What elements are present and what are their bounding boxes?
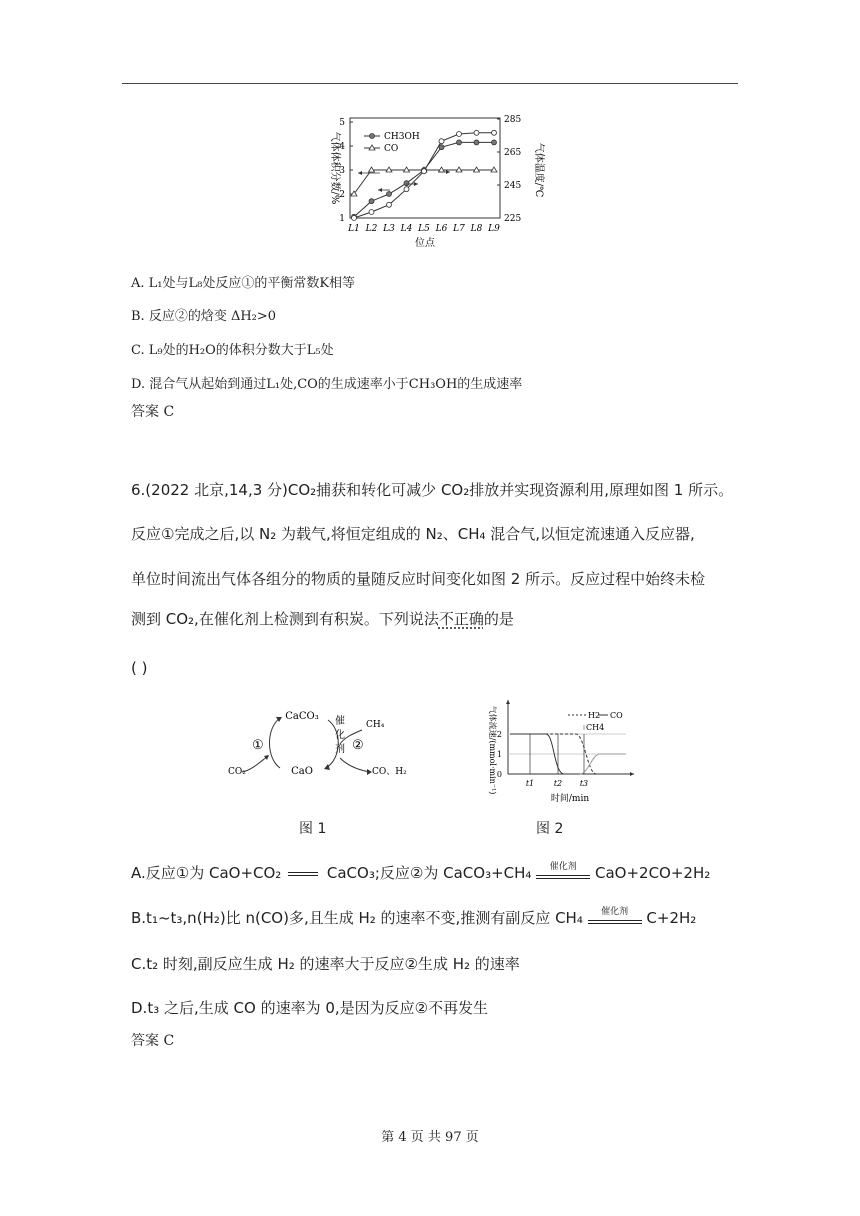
q5-temperature-point xyxy=(492,130,497,135)
q5-temperature-point xyxy=(387,202,392,207)
fig1-reaction-1: ① xyxy=(252,738,264,753)
q6-stem-line-3: 单位时间流出气体各组分的物质的量随反应时间变化如图 2 所示。反应过程中始终未检 xyxy=(131,570,706,588)
q6-answer: 答案 C xyxy=(131,1033,175,1049)
fig2-ylabel: 气体流速/(mmol·min⁻¹) xyxy=(488,705,497,795)
q5-xlabel: 位点 xyxy=(415,238,435,249)
q6-stem-line-1: 6.(2022 北京,14,3 分)CO₂捕获和转化可减少 CO₂排放并实现资源利用,原理如图 1 所示。 xyxy=(131,481,734,499)
q6-stem-line-4-pre: 测到 CO₂,在催化剂上检测到有积炭。下列说法 xyxy=(131,610,439,628)
q6-stem-emphasis: 不正确 xyxy=(438,610,484,628)
fig2-legend-co: CO xyxy=(610,711,623,720)
q5-x-tick-label: L9 xyxy=(488,224,500,234)
q5-ylabel-left: 气体体积分数/% xyxy=(329,131,340,205)
q5-left-tick-label: 4 xyxy=(339,142,345,152)
fig1-cao: CaO xyxy=(291,766,313,777)
fig2-y-tick-label: 1 xyxy=(496,750,502,759)
q5-ch3oh-point xyxy=(457,140,462,145)
q5-x-tick-label: L8 xyxy=(470,224,483,234)
q6-option-d: D.t₃ 之后,生成 CO 的速率为 0,是因为反应②不再发生 xyxy=(131,999,489,1017)
figure-1-caption: 图 1 xyxy=(299,821,327,837)
q5-x-tick-label: L5 xyxy=(418,224,430,234)
fig2-y-tick-label: 2 xyxy=(496,730,502,739)
fig1-catalyst-1: 催 xyxy=(335,716,345,727)
q5-temperature-point xyxy=(422,169,427,174)
fig1-catalyst-2: 化 xyxy=(335,730,345,741)
fig2-y-tick-label: 0 xyxy=(496,770,502,779)
header-rule xyxy=(122,83,738,84)
q5-ylabel-right: 气体温度/℃ xyxy=(533,142,544,198)
figure-2-caption: 图 2 xyxy=(536,821,564,837)
q5-left-tick-label: 1 xyxy=(339,214,345,224)
fig2-legend-h2: H2 xyxy=(588,711,601,720)
q5-x-tick-label: L7 xyxy=(453,224,465,234)
q5-temperature-point xyxy=(369,210,374,215)
q5-left-tick-label: 2 xyxy=(339,190,345,200)
q6-option-a-mid: CaCO₃;反应②为 CaCO₃+CH₄ xyxy=(326,864,532,882)
fig2-x-tick-label: t2 xyxy=(553,779,563,788)
q5-temperature-point xyxy=(404,187,409,192)
fig1-products: CO、H₂ xyxy=(372,767,407,777)
q6-option-a-post: CaO+2CO+2H₂ xyxy=(594,864,711,882)
fig1-caco3: CaCO₃ xyxy=(285,711,319,722)
catalyst-label: 催化剂 xyxy=(549,861,577,872)
fig1-ch4: CH₄ xyxy=(366,720,385,730)
q5-series-ch3oh xyxy=(354,142,494,216)
q5-left-tick-label: 5 xyxy=(339,118,345,128)
q6-figure-2 xyxy=(480,688,650,806)
q5-option-c: C. L₉处的H₂O的体积分数大于L₅处 xyxy=(131,343,334,358)
q5-x-tick-label: L1 xyxy=(348,224,360,234)
q6-option-a-pre: A.反应①为 CaO+CO₂ xyxy=(131,864,282,882)
q5-ch3oh-point xyxy=(474,140,479,145)
fig1-co2: CO₂ xyxy=(228,767,246,777)
q5-option-a: A. L₁处与L₈处反应①的平衡常数K相等 xyxy=(131,276,356,291)
q5-legend-ch3oh: CH3OH xyxy=(384,132,420,142)
q6-option-a xyxy=(131,862,710,883)
q5-temperature-point xyxy=(439,139,444,144)
q5-ch3oh-point xyxy=(492,140,497,145)
q5-right-tick-label: 265 xyxy=(504,148,522,158)
q6-figure-1 xyxy=(222,700,422,792)
fig2-x-tick-label: t1 xyxy=(525,779,535,788)
catalyst-condition-icon xyxy=(536,861,590,883)
q5-x-tick-label: L6 xyxy=(435,224,448,234)
fig1-catalyst-3: 剂 xyxy=(335,744,345,755)
q6-answer-bracket: ( ) xyxy=(131,659,148,677)
equals-sign-icon xyxy=(286,867,322,881)
q5-x-tick-label: L4 xyxy=(400,224,413,234)
q5-temperature-point xyxy=(474,130,479,135)
fig2-x-tick-label: t3 xyxy=(579,779,589,788)
q6-stem-line-4-post: 的是 xyxy=(483,610,514,628)
q5-series-temperature xyxy=(354,133,494,218)
q5-answer: 答案 C xyxy=(131,404,175,420)
q5-ch3oh-point xyxy=(439,145,444,150)
fig2-xlabel: 时间/min xyxy=(550,794,590,804)
q5-left-tick-label: 3 xyxy=(339,166,345,176)
fig2-legend-ch4: CH4 xyxy=(586,723,605,732)
q5-chart xyxy=(318,110,548,258)
q5-option-b: B. 反应②的焓变 ΔH₂>0 xyxy=(131,309,277,324)
fig1-reaction-2: ② xyxy=(352,738,364,753)
q5-temperature-point xyxy=(352,216,357,221)
q5-right-tick-label: 285 xyxy=(504,115,522,125)
q6-option-b xyxy=(131,907,696,928)
q5-right-tick-label: 225 xyxy=(504,214,522,224)
q5-x-tick-label: L2 xyxy=(365,224,378,234)
catalyst-condition-icon xyxy=(588,906,642,928)
page-footer: 第 4 页 共 97 页 xyxy=(381,1130,479,1145)
q6-option-b-pre: B.t₁~t₃,n(H₂)比 n(CO)多,且生成 H₂ 的速率不变,推测有副反应 CH₄ xyxy=(131,909,583,927)
q5-ch3oh-point xyxy=(387,192,392,197)
q5-legend-co: CO xyxy=(384,144,399,154)
q5-x-tick-label: L3 xyxy=(383,224,395,234)
q6-stem-line-2: 反应①完成之后,以 N₂ 为载气,将恒定组成的 N₂、CH₄ 混合气,以恒定流速通入反应器, xyxy=(131,525,695,543)
q5-ch3oh-point xyxy=(369,199,374,204)
q6-option-c: C.t₂ 时刻,副反应生成 H₂ 的速率大于反应②生成 H₂ 的速率 xyxy=(131,955,520,973)
q6-stem-line-4 xyxy=(131,608,514,629)
q5-temperature-point xyxy=(457,132,462,137)
catalyst-label: 催化剂 xyxy=(601,906,629,917)
q6-option-b-post: C+2H₂ xyxy=(646,909,697,927)
q5-option-d: D. 混合气从起始到通过L₁处,CO的生成速率小于CH₃OH的生成速率 xyxy=(131,377,523,392)
q5-ch3oh-point xyxy=(404,181,409,186)
q5-right-tick-label: 245 xyxy=(504,181,522,191)
